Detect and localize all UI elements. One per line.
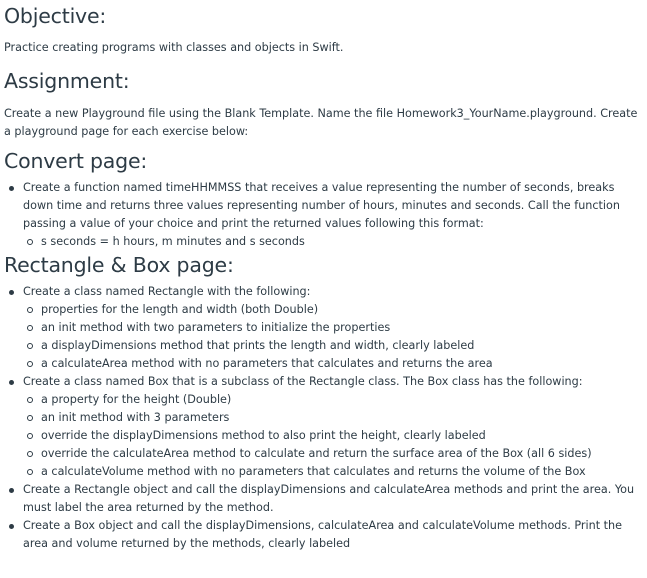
list-item-text: Create a function named timeHHMMSS that receives a value representing the number of seconds, breaks down time and returns three values representing number of hours, minutes and seconds. Call the function passing a value of your choice and print the returned values following this format: [23, 181, 620, 230]
convert-list [4, 179, 643, 251]
sub-list-item: properties for the length and width (both Double) [41, 301, 643, 319]
list-item-text: Create a class named Rectangle with the following: [23, 285, 311, 298]
assignment-page [0, 4, 647, 578]
rectangle-box-page-heading: Rectangle & Box page: [4, 253, 234, 277]
sub-list-item: a calculateArea method with no parameters that calculates and returns the area [41, 355, 643, 373]
list-item-text: Create a class named Box that is a subclass of the Rectangle class. The Box class has the following: [23, 375, 583, 388]
sub-list-item: override the displayDimensions method to also print the height, clearly labeled [41, 427, 643, 445]
sub-list [23, 391, 643, 481]
assignment-text: Create a new Playground file using the Blank Template. Name the file Homework3_YourName.playground. Create a playground page for each exercise below: [4, 107, 638, 138]
assignment-heading: Assignment: [4, 69, 130, 93]
list-item [23, 517, 643, 553]
sub-list-item: s seconds = h hours, m minutes and s seconds [41, 233, 643, 251]
list-item-text: Create a Rectangle object and call the displayDimensions and calculateArea methods and print the area. You must label the area returned by the method. [23, 483, 635, 514]
list-item [23, 373, 643, 481]
objective-heading: Objective: [4, 4, 107, 28]
rectangle-box-list [4, 283, 643, 553]
sub-list-item: an init method with 3 parameters [41, 409, 643, 427]
sub-list-item: a property for the height (Double) [41, 391, 643, 409]
sub-list-item: a calculateVolume method with no parameters that calculates and returns the volume of the Box [41, 463, 643, 481]
sub-list [23, 233, 643, 251]
sub-list [23, 301, 643, 373]
sub-list-item: override the calculateArea method to calculate and return the surface area of the Box (all 6 sides) [41, 445, 643, 463]
list-item [23, 481, 643, 517]
objective-text: Practice creating programs with classes and objects in Swift. [4, 41, 344, 54]
convert-page-heading: Convert page: [4, 149, 148, 173]
list-item [23, 283, 643, 373]
sub-list-item: an init method with two parameters to initialize the properties [41, 319, 643, 337]
sub-list-item: a displayDimensions method that prints the length and width, clearly labeled [41, 337, 643, 355]
list-item-text: Create a Box object and call the displayDimensions, calculateArea and calculateVolume methods. Print the area and volume returned by the methods, clearly labeled [23, 519, 622, 550]
list-item [23, 179, 643, 251]
